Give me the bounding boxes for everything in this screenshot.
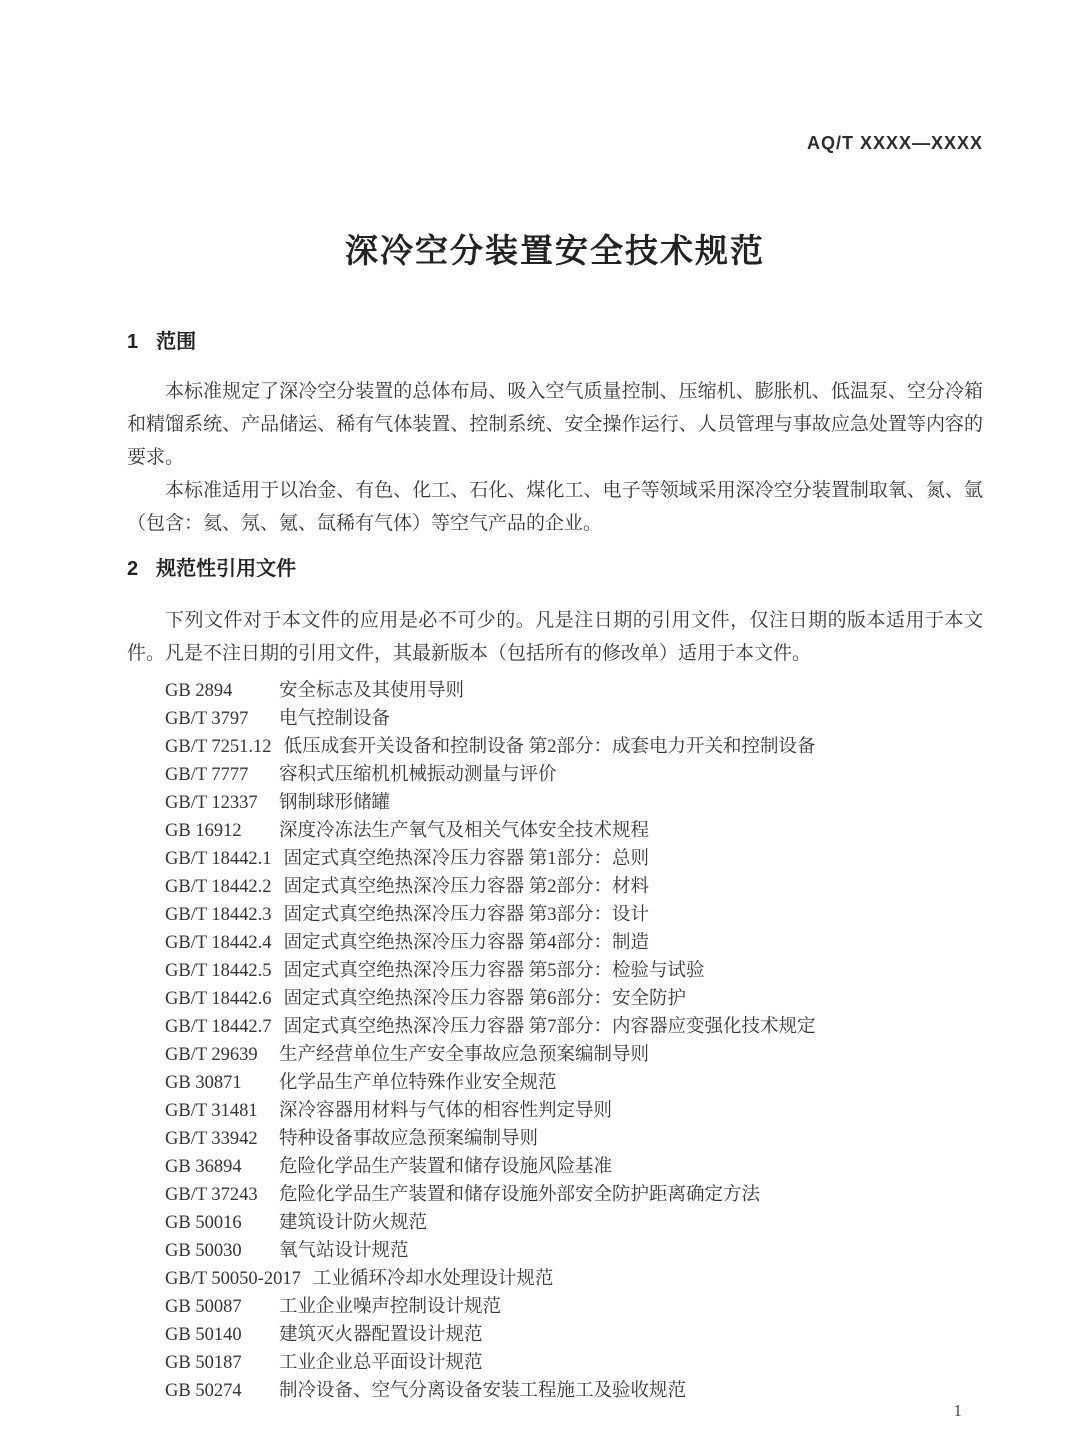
reference-item — [165, 1013, 983, 1041]
reference-title: 固定式真空绝热深冷压力容器 第3部分：设计 — [283, 905, 649, 925]
reference-item — [165, 873, 983, 901]
reference-code: GB 16912 — [165, 821, 242, 841]
reference-item — [165, 929, 983, 957]
reference-title: 建筑灭火器配置设计规范 — [279, 1325, 483, 1345]
reference-item — [165, 985, 983, 1013]
reference-code: GB/T 50050-2017 — [165, 1269, 301, 1289]
reference-title: 固定式真空绝热深冷压力容器 第5部分：检验与试验 — [283, 961, 705, 981]
reference-title: 安全标志及其使用导则 — [279, 681, 465, 701]
reference-title: 固定式真空绝热深冷压力容器 第1部分：总则 — [283, 849, 649, 869]
reference-title: 特种设备事故应急预案编制导则 — [279, 1129, 539, 1149]
reference-item — [165, 789, 983, 817]
reference-list — [127, 677, 983, 1405]
reference-code: GB/T 7777 — [165, 765, 249, 785]
reference-code: GB 36894 — [165, 1157, 242, 1177]
reference-code: GB/T 7251.12 — [165, 737, 272, 757]
reference-title: 固定式真空绝热深冷压力容器 第2部分：材料 — [283, 877, 649, 897]
paragraph: 本标准规定了深冷空分装置的总体布局、吸入空气质量控制、压缩机、膨胀机、低温泵、空分冷箱和精馏系统、产品储运、稀有气体装置、控制系统、安全操作运行、人员管理与事故应急处置等内容的要求。 — [127, 381, 983, 468]
section-1-label: 范围 — [156, 331, 197, 353]
standard-reference-header — [127, 0, 983, 155]
reference-item — [165, 845, 983, 873]
reference-code: GB/T 18442.4 — [165, 933, 272, 953]
reference-title: 深度冷冻法生产氧气及相关气体安全技术规程 — [279, 821, 650, 841]
page-title: 深冷空分装置安全技术规范 — [345, 232, 765, 269]
reference-code: GB/T 31481 — [165, 1101, 258, 1121]
reference-item — [165, 733, 983, 761]
reference-code: GB/T 37243 — [165, 1185, 258, 1205]
reference-code: GB/T 18442.7 — [165, 1017, 272, 1037]
reference-title: 容积式压缩机机械振动测量与评价 — [279, 765, 557, 785]
reference-code: GB/T 18442.6 — [165, 989, 272, 1009]
section-1-number: 1 — [127, 331, 139, 353]
reference-code: GB/T 18442.3 — [165, 905, 272, 925]
reference-item — [165, 677, 983, 705]
reference-code: GB/T 3797 — [165, 709, 249, 729]
reference-code: GB/T 12337 — [165, 793, 258, 813]
reference-code: GB/T 18442.5 — [165, 961, 272, 981]
reference-title: 固定式真空绝热深冷压力容器 第4部分：制造 — [283, 933, 649, 953]
reference-code: GB 50187 — [165, 1353, 242, 1373]
reference-item — [165, 1209, 983, 1237]
reference-item — [165, 817, 983, 845]
section-1-heading — [127, 329, 983, 355]
reference-title: 化学品生产单位特殊作业安全规范 — [279, 1073, 557, 1093]
reference-code: GB/T 18442.1 — [165, 849, 272, 869]
reference-item — [165, 1181, 983, 1209]
reference-title: 电气控制设备 — [279, 709, 391, 729]
reference-item — [165, 1041, 983, 1069]
reference-item — [165, 1125, 983, 1153]
reference-item — [165, 1237, 983, 1265]
reference-item — [165, 1153, 983, 1181]
reference-code: GB 50274 — [165, 1381, 242, 1401]
reference-title: 深冷容器用材料与气体的相容性判定导则 — [279, 1101, 613, 1121]
reference-title: 危险化学品生产装置和储存设施风险基准 — [279, 1157, 613, 1177]
section-2-number: 2 — [127, 558, 139, 580]
reference-item — [165, 1097, 983, 1125]
reference-title: 工业企业噪声控制设计规范 — [279, 1297, 502, 1317]
reference-code: GB 50016 — [165, 1213, 242, 1233]
section-2-heading — [127, 556, 983, 582]
reference-item — [165, 1293, 983, 1321]
reference-item — [165, 957, 983, 985]
reference-item — [165, 1069, 983, 1097]
standard-reference-text: AQ/T XXXX—XXXX — [806, 133, 983, 153]
reference-title: 建筑设计防火规范 — [279, 1213, 428, 1233]
section-1-body — [127, 375, 983, 540]
reference-title: 制冷设备、空气分离设备安装工程施工及验收规范 — [279, 1381, 687, 1401]
reference-item — [165, 1349, 983, 1377]
reference-code: GB 50140 — [165, 1325, 242, 1345]
reference-code: GB 50087 — [165, 1297, 242, 1317]
reference-item — [165, 1321, 983, 1349]
reference-code: GB 2894 — [165, 681, 233, 701]
reference-title: 工业企业总平面设计规范 — [279, 1353, 483, 1373]
paragraph: 下列文件对于本文件的应用是必不可少的。凡是注日期的引用文件，仅注日期的版本适用于本文件。凡是不注日期的引用文件，其最新版本（包括所有的修改单）适用于本文件。 — [127, 610, 983, 664]
section-2-label: 规范性引用文件 — [156, 558, 297, 580]
section-2-intro — [127, 604, 983, 670]
reference-item — [165, 1265, 983, 1293]
reference-title: 工业循环冷却水处理设计规范 — [312, 1269, 554, 1289]
reference-item — [165, 901, 983, 929]
reference-title: 固定式真空绝热深冷压力容器 第7部分：内容器应变强化技术规定 — [283, 1017, 816, 1037]
paragraph: 本标准适用于以冶金、有色、化工、石化、煤化工、电子等领域采用深冷空分装置制取氧、氮、氩（包含：氦、氖、氪、氙稀有气体）等空气产品的企业。 — [127, 480, 983, 534]
reference-code: GB/T 18442.2 — [165, 877, 272, 897]
reference-title: 固定式真空绝热深冷压力容器 第6部分：安全防护 — [283, 989, 686, 1009]
reference-title: 生产经营单位生产安全事故应急预案编制导则 — [279, 1045, 650, 1065]
reference-title: 低压成套开关设备和控制设备 第2部分：成套电力开关和控制设备 — [283, 737, 816, 757]
reference-item — [165, 705, 983, 733]
reference-code: GB 50030 — [165, 1241, 242, 1261]
reference-title: 钢制球形储罐 — [279, 793, 391, 813]
reference-code: GB 30871 — [165, 1073, 242, 1093]
page-number: 1 — [953, 1401, 962, 1420]
reference-title: 氧气站设计规范 — [279, 1241, 409, 1261]
reference-item — [165, 1377, 983, 1405]
reference-code: GB/T 29639 — [165, 1045, 258, 1065]
reference-title: 危险化学品生产装置和储存设施外部安全防护距离确定方法 — [279, 1185, 761, 1205]
reference-item — [165, 761, 983, 789]
reference-code: GB/T 33942 — [165, 1129, 258, 1149]
